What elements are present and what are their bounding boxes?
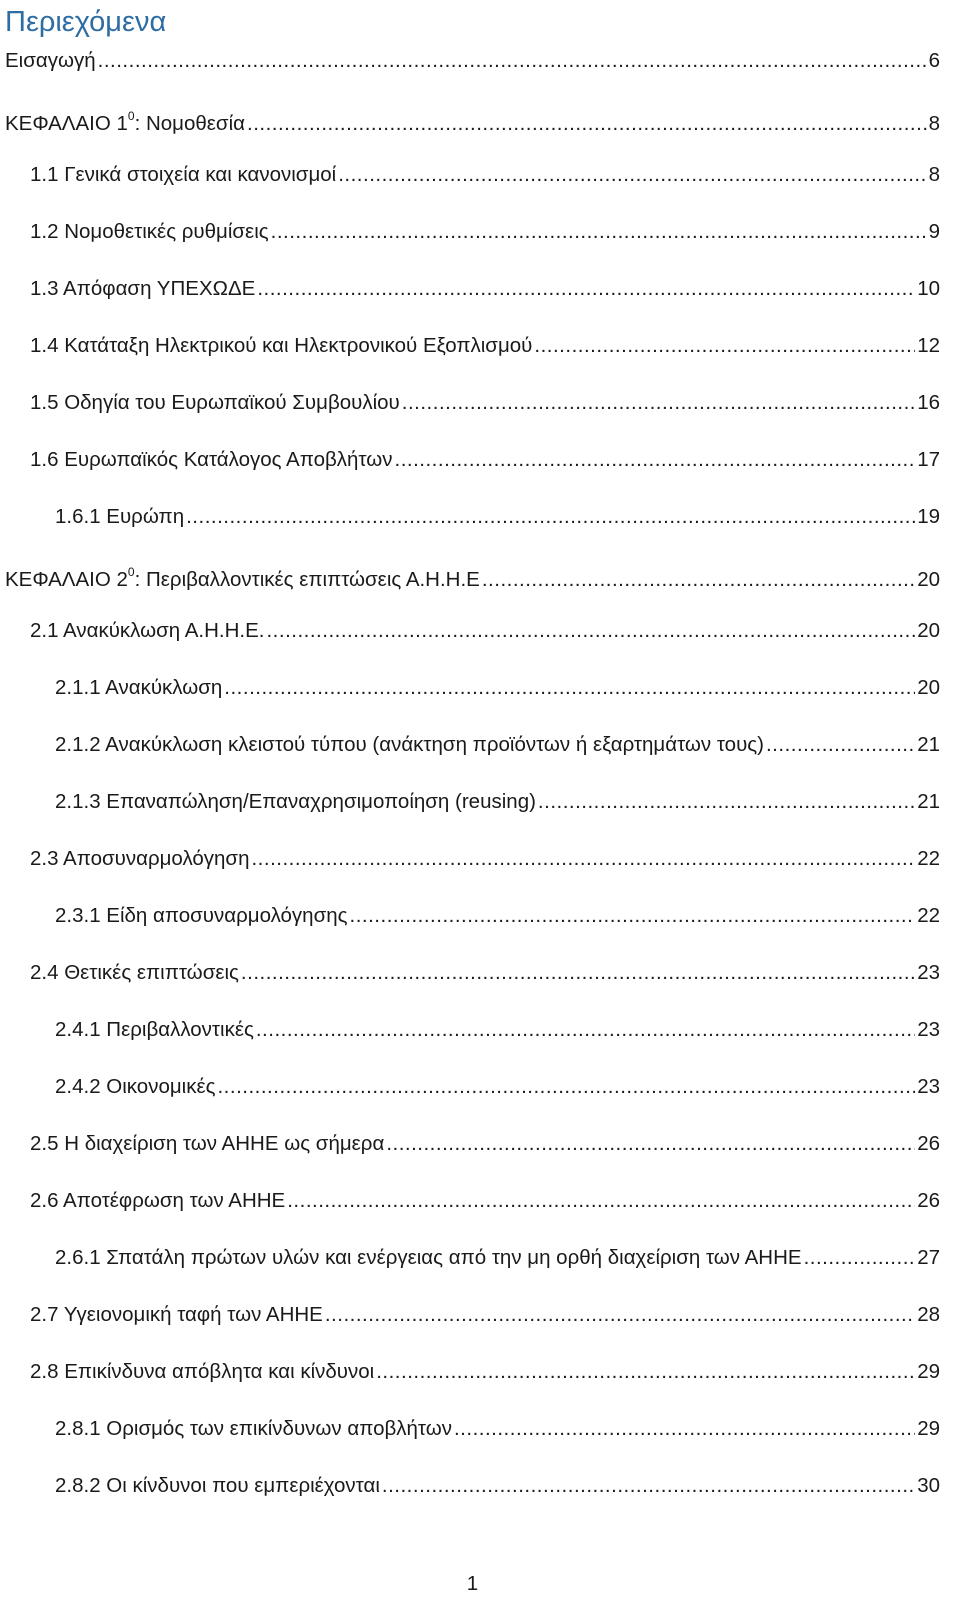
toc-entry[interactable]	[30, 1129, 940, 1159]
toc-entry-title	[30, 844, 249, 874]
toc-entry-title-text: Εισαγωγή	[5, 49, 96, 72]
dot-leader	[186, 502, 915, 532]
toc-entry-title	[55, 1471, 380, 1501]
toc-entry-title	[30, 1300, 323, 1330]
toc-entry-page-number: 20	[917, 567, 940, 591]
toc-entry-title	[30, 388, 400, 418]
toc-entry-title-text: 2.7 Υγειονομική ταφή των ΑΗΗΕ	[30, 1303, 323, 1326]
toc-entry-title-text: 2.3 Αποσυναρμολόγηση	[30, 847, 250, 870]
toc-entry-page-number: 9	[928, 220, 940, 243]
toc-entry[interactable]	[30, 1186, 940, 1216]
toc-entry[interactable]	[55, 730, 940, 760]
toc-entry[interactable]	[30, 958, 940, 988]
dot-leader	[241, 958, 915, 988]
toc-entry[interactable]	[30, 388, 940, 418]
toc-entry-title-text: 1.1 Γενικά στοιχεία και κανονισμοί	[30, 163, 337, 186]
toc-entry-page-number: 23	[917, 1018, 940, 1041]
toc-entry-title	[30, 445, 393, 475]
dot-leader	[266, 616, 915, 646]
dot-leader	[454, 1414, 915, 1444]
toc-entry[interactable]	[30, 274, 940, 304]
toc-entry[interactable]	[55, 1414, 940, 1444]
toc-entry-title-text: 2.4 Θετικές επιπτώσεις	[30, 961, 239, 984]
toc-entry-title	[55, 730, 764, 760]
toc-entry[interactable]	[30, 844, 940, 874]
toc-entry[interactable]	[5, 559, 940, 589]
toc-entry-title	[30, 160, 336, 190]
toc-entry-page-number: 17	[917, 448, 940, 471]
toc-entry-title	[55, 1015, 254, 1045]
toc-entry-title	[30, 958, 239, 988]
dot-leader	[376, 1357, 915, 1387]
toc-entry-title	[30, 217, 269, 247]
toc-entry-title-suffix: : Περιβαλλοντικές επιπτώσεις Α.Η.Η.Ε	[134, 567, 480, 591]
toc-entry[interactable]	[55, 1471, 940, 1501]
toc-entry-title-text: 1.4 Κατάταξη Ηλεκτρικού και Ηλεκτρονικού Εξοπλισμού	[30, 334, 533, 357]
dot-leader	[482, 565, 915, 595]
toc-entry[interactable]	[5, 103, 940, 133]
toc-entry-title	[55, 787, 536, 817]
toc-entry-title	[30, 1129, 384, 1159]
toc-entry[interactable]	[55, 1243, 940, 1273]
dot-leader	[386, 1129, 915, 1159]
dot-leader	[382, 1471, 915, 1501]
chapter-superscript: 0	[127, 109, 135, 123]
toc-entry-title-text: 2.6.1 Σπατάλη πρώτων υλών και ενέργειας από την μη ορθή διαχείριση των ΑΗΗΕ	[55, 1246, 802, 1269]
dot-leader	[538, 787, 915, 817]
toc-entry-title-text: 1.2 Νομοθετικές ρυθμίσεις	[30, 220, 269, 243]
toc-entry-title	[55, 1414, 452, 1444]
dot-leader	[251, 844, 915, 874]
toc-entry-title	[30, 1357, 374, 1387]
toc-entry-title-text: 1.6.1 Ευρώπη	[55, 505, 185, 528]
toc-entry-page-number: 8	[928, 163, 940, 186]
toc-entry-page-number: 23	[917, 1075, 940, 1098]
dot-leader	[271, 217, 927, 247]
toc-entry[interactable]	[55, 673, 940, 703]
dot-leader	[217, 1072, 915, 1102]
dot-leader	[287, 1186, 915, 1216]
toc-entry[interactable]	[30, 1357, 940, 1387]
toc-entry-page-number: 8	[928, 111, 940, 135]
toc-entry-title-text: 2.6 Αποτέφρωση των ΑΗΗΕ	[30, 1189, 286, 1212]
toc-entry-title-text: 2.1 Ανακύκλωση Α.Η.Η.Ε.	[30, 619, 265, 642]
toc-entry-title-text: 2.4.1 Περιβαλλοντικές	[55, 1018, 254, 1041]
toc-entry-page-number: 20	[917, 619, 940, 642]
toc-entry-page-number: 26	[917, 1189, 940, 1212]
page-number: 1	[466, 1572, 479, 1595]
dot-leader	[247, 109, 927, 139]
toc-entry-page-number: 29	[917, 1417, 940, 1440]
toc-entry[interactable]	[30, 160, 940, 190]
toc-entry-title	[5, 46, 96, 76]
toc-entry-title	[30, 331, 532, 361]
toc-entry-page-number: 21	[917, 790, 940, 813]
chapter-superscript: 0	[127, 565, 135, 579]
toc-entry-page-number: 6	[928, 49, 940, 72]
toc-entry-page-number: 26	[917, 1132, 940, 1155]
toc-entry[interactable]	[30, 1300, 940, 1330]
toc-entry-title-suffix: : Νομοθεσία	[134, 111, 245, 135]
toc-entry-page-number: 12	[917, 334, 940, 357]
toc-entry[interactable]	[30, 217, 940, 247]
toc-entry-title	[55, 673, 222, 703]
toc-entry-title-text: ΚΕΦΑΛΑΙΟ 2	[5, 567, 128, 591]
toc-entry-title	[30, 1186, 285, 1216]
dot-leader	[766, 730, 915, 760]
dot-leader	[98, 46, 927, 76]
toc-entry-title-text: 1.5 Οδηγία του Ευρωπαϊκού Συμβουλίου	[30, 391, 400, 414]
toc-title: Περιεχόμενα	[5, 6, 167, 38]
dot-leader	[395, 445, 916, 475]
toc-entry-page-number: 27	[917, 1246, 940, 1269]
toc-entry-page-number: 20	[917, 676, 940, 699]
toc-entry-title-text: 2.8 Επικίνδυνα απόβλητα και κίνδυνοι	[30, 1360, 375, 1383]
toc-entry-title	[55, 1072, 215, 1102]
toc-entry-title	[30, 274, 255, 304]
toc-entry-title-text: 1.6 Ευρωπαϊκός Κατάλογος Αποβλήτων	[30, 448, 393, 471]
toc-entry-title	[30, 616, 264, 646]
toc-entry[interactable]	[55, 1015, 940, 1045]
toc-entry-page-number: 30	[917, 1474, 940, 1497]
dot-leader	[402, 388, 915, 418]
toc-entry-title-text: 2.3.1 Είδη αποσυναρμολόγησης	[55, 904, 348, 927]
toc-entry-title	[5, 559, 480, 595]
toc-entry-title	[5, 103, 245, 139]
toc-entry[interactable]	[55, 901, 940, 931]
toc-entry-title	[55, 502, 184, 532]
toc-entry-title-text: 2.8.1 Ορισμός των επικίνδυνων αποβλήτων	[55, 1417, 452, 1440]
toc-entry-title	[55, 1243, 802, 1273]
toc-entry[interactable]	[30, 616, 940, 646]
toc-entry-title-text: 2.5 Η διαχείριση των ΑΗΗΕ ως σήμερα	[30, 1132, 385, 1155]
toc-entry[interactable]	[30, 445, 940, 475]
toc-entry[interactable]	[5, 46, 940, 76]
toc-entry-page-number: 28	[917, 1303, 940, 1326]
toc-entry-title-text: 2.8.2 Οι κίνδυνοι που εμπεριέχονται	[55, 1474, 380, 1497]
dot-leader	[534, 331, 915, 361]
toc-entry-page-number: 23	[917, 961, 940, 984]
toc-entry[interactable]	[55, 787, 940, 817]
toc-entry-page-number: 10	[917, 277, 940, 300]
dot-leader	[350, 901, 916, 931]
toc-entry[interactable]	[55, 502, 940, 532]
dot-leader	[325, 1300, 915, 1330]
toc-entry-title-text: 1.3 Απόφαση ΥΠΕΧΩΔΕ	[30, 277, 256, 300]
toc-entry-page-number: 16	[917, 391, 940, 414]
dot-leader	[256, 1015, 915, 1045]
toc-entry-title	[55, 901, 348, 931]
toc-entry[interactable]	[30, 331, 940, 361]
dot-leader	[224, 673, 915, 703]
toc-entry-title-text: 2.1.2 Ανακύκλωση κλειστού τύπου (ανάκτηση προϊόντων ή εξαρτημάτων τους)	[55, 733, 764, 756]
toc-entry-title-text: 2.4.2 Οικονομικές	[55, 1075, 216, 1098]
toc-entry-page-number: 22	[917, 847, 940, 870]
toc-entry-title-text: ΚΕΦΑΛΑΙΟ 1	[5, 111, 128, 135]
toc-entry-page-number: 21	[917, 733, 940, 756]
toc-entry-page-number: 22	[917, 904, 940, 927]
toc-entry[interactable]	[55, 1072, 940, 1102]
dot-leader	[338, 160, 926, 190]
toc-entry-page-number: 19	[917, 505, 940, 528]
toc-entry-title-text: 2.1.1 Ανακύκλωση	[55, 676, 223, 699]
dot-leader	[257, 274, 915, 304]
dot-leader	[804, 1243, 916, 1273]
toc-entry-title-text: 2.1.3 Επαναπώληση/Επαναχρησιμοποίηση (reusing)	[55, 790, 536, 813]
toc-entry-page-number: 29	[917, 1360, 940, 1383]
